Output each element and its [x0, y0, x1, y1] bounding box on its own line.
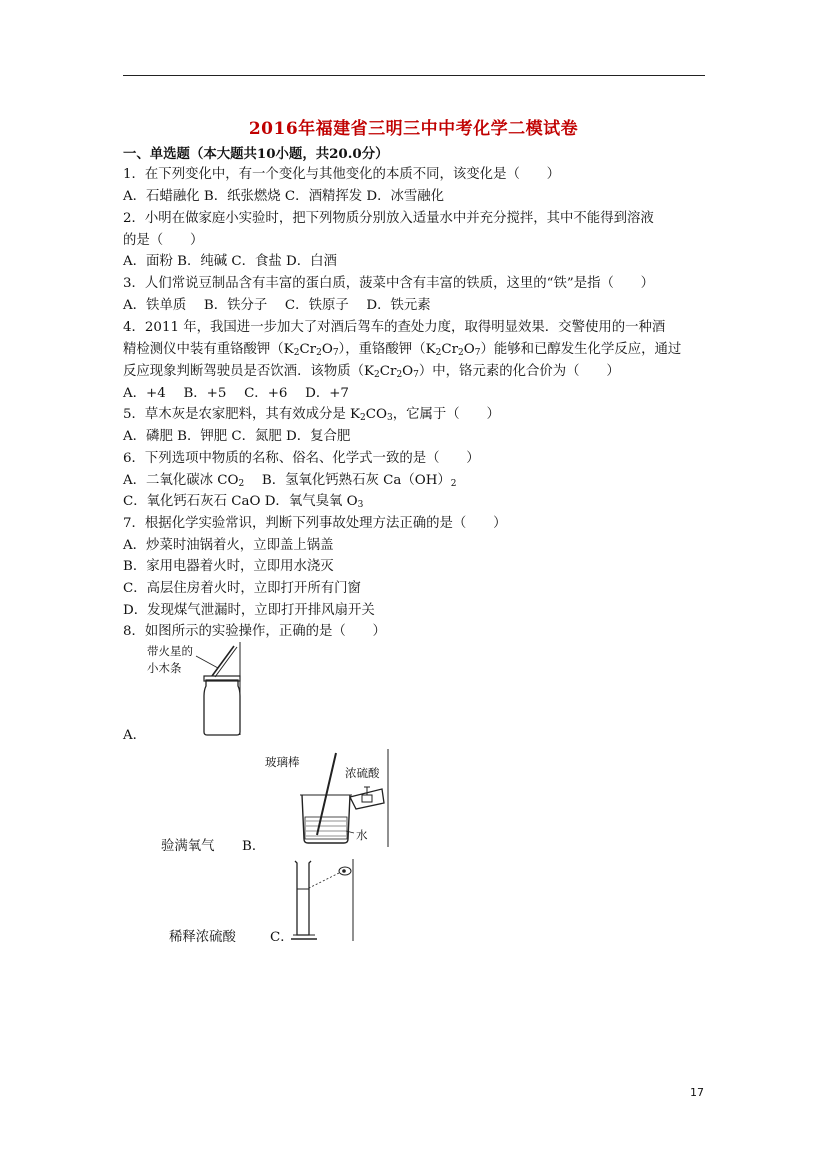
q6-options-cd: C．氧化钙石灰石 CaO D．氧气臭氧 $O_3$: [123, 494, 364, 510]
cylinder-reading-figure: [287, 859, 357, 943]
q8-option-a: A．: [123, 728, 147, 743]
q7-stem: 7．根据化学实验常识，判断下列事故处理方法正确的是（ ）: [123, 516, 507, 531]
caption-oxygen-test: 验满氧气: [161, 839, 215, 854]
q4-stem-line2: 精检测仪中装有重铬酸钾$(K_2Cr_2O_7)$，重铬酸钾$(K_2Cr_2O_7)$能够和已醇发生化学反应，通过: [123, 342, 682, 358]
page-title: 2016年福建省三明三中中考化学二模试卷: [248, 119, 579, 139]
q2-stem-line1: 2．小明在做家庭小实验时，把下列物质分别放入适量水中并充分搅拌，其中不能得到溶液: [123, 211, 654, 226]
q2-options: A．面粉 B．纯碱 C．食盐 D．白酒: [123, 254, 337, 269]
fig-b-label-water: 水: [356, 828, 368, 842]
fig-a-label-line1: 带火星的: [147, 644, 193, 658]
page-number: 17: [690, 1086, 704, 1099]
q7-option-c: C．高层住房着火时，立即打开所有门窗: [123, 581, 361, 596]
q5-stem: 5．草木灰是农家肥料，其有效成分是 $K_2CO_3$，它属于（ ）: [123, 407, 500, 423]
q5-options: A．磷肥 B．钾肥 C．氮肥 D．复合肥: [123, 429, 351, 444]
q3-options: A．铁单质 B．铁分子 C．铁原子 D．铁元素: [123, 298, 431, 313]
q7-option-a: A．炒菜时油锅着火，立即盖上锅盖: [123, 538, 334, 553]
q6-options-ab: A．二氧化碳冰 $CO_2$ B．氢氧化钙熟石灰 $Ca(OH)_2$: [123, 473, 457, 489]
q3-stem: 3．人们常说豆制品含有丰富的蛋白质，菠菜中含有丰富的铁质，这里的“铁”是指（ ）: [123, 276, 655, 291]
q8-option-b: B．: [242, 839, 266, 854]
header-rule: [123, 75, 705, 76]
q4-stem-line3: 反应现象判断驾驶员是否饮酒．该物质$(K_2Cr_2O_7)$中，铬元素的化合价为（ ）: [123, 364, 620, 380]
fig-a-label-line2: 小木条: [147, 661, 182, 675]
q2-stem-line2: 的是（ ）: [123, 233, 204, 248]
q1-stem: 1．在下列变化中，有一个变化与其他变化的本质不同，该变化是（ ）: [123, 167, 561, 182]
q7-option-d: D．发现煤气泄漏时，立即打开排风扇开关: [123, 603, 375, 618]
fig-b-label-rod: 玻璃棒: [265, 755, 300, 769]
caption-dilution: 稀释浓硫酸: [169, 930, 236, 945]
q8-option-c: C．: [270, 930, 294, 945]
q1-options: A．石蜡融化 B．纸张燃烧 C．酒精挥发 D．冰雪融化: [123, 189, 445, 204]
section-heading: 一、单选题（本大题共10小题，共20.0分）: [123, 146, 389, 162]
q6-stem: 6．下列选项中物质的名称、俗名、化学式一致的是（ ）: [123, 451, 480, 466]
fig-b-label-acid: 浓硫酸: [345, 766, 380, 780]
q7-option-b: B．家用电器着火时，立即用水浇灭: [123, 559, 334, 574]
q8-stem: 8．如图所示的实验操作，正确的是（ ）: [123, 624, 386, 639]
q4-stem-line1: 4．2011 年，我国进一步加大了对酒后驾车的查处力度，取得明显效果．交警使用的一种酒: [123, 320, 666, 335]
q4-options: A．+4 B．+5 C．+6 D．+7: [123, 386, 349, 401]
